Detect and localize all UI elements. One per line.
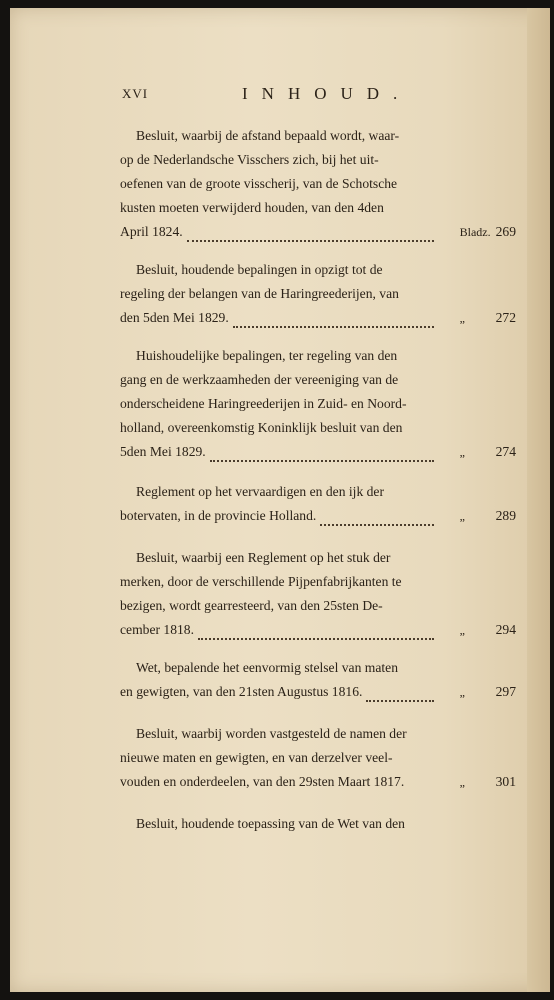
entry-last-line xyxy=(120,504,516,528)
page-reference xyxy=(438,618,516,642)
entry-line: merken, door de verschillende Pijpenfabrijkanten te xyxy=(120,574,402,589)
entry-line: cember 1818. xyxy=(120,622,194,637)
ditto-mark: „ xyxy=(459,445,465,459)
toc-entry xyxy=(120,344,516,464)
entry-last-line xyxy=(120,618,516,642)
page-number: 297 xyxy=(495,684,516,699)
entry-line: Huishoudelijke bepalingen, ter regeling van den xyxy=(136,348,398,363)
entry-line: nieuwe maten en gewigten, en van derzelver veel- xyxy=(120,750,393,765)
page-reference xyxy=(438,306,516,330)
toc-entry xyxy=(120,812,516,836)
ditto-mark: „ xyxy=(459,509,465,523)
entry-line: en gewigten, van den 21sten Augustus 1816. xyxy=(120,684,363,699)
entry-last-line xyxy=(120,770,516,794)
entry-line: botervaten, in de provincie Holland. xyxy=(120,508,317,523)
dot-leader xyxy=(233,314,434,328)
dot-leader xyxy=(187,228,434,242)
page-number: 301 xyxy=(495,774,516,789)
entry-line: holland, overeenkomstig Koninklijk besluit van den xyxy=(120,420,403,435)
entry-line: bezigen, wordt gearresteerd, van den 25sten De- xyxy=(120,598,383,613)
entry-line: April 1824. xyxy=(120,224,183,239)
toc-entry xyxy=(120,722,516,794)
entry-line: Besluit, waarbij een Reglement op het stuk der xyxy=(136,550,391,565)
entry-last-line xyxy=(120,680,516,704)
entry-last-line xyxy=(120,220,516,244)
page-reference xyxy=(438,220,516,244)
page-header xyxy=(110,86,520,108)
entry-line: 5den Mei 1829. xyxy=(120,444,206,459)
toc-entry xyxy=(120,656,516,704)
page-edge xyxy=(527,8,550,992)
page-reference xyxy=(438,504,516,528)
entry-line: Reglement op het vervaardigen en den ijk der xyxy=(136,484,384,499)
toc-entry xyxy=(120,480,516,528)
toc-entry xyxy=(120,546,516,642)
page-number: 274 xyxy=(495,444,516,459)
page-number: 272 xyxy=(495,310,516,325)
entry-line: Besluit, houdende toepassing van de Wet van den xyxy=(136,816,405,831)
ditto-mark: „ xyxy=(459,685,465,699)
page-reference xyxy=(438,680,516,704)
ditto-mark: „ xyxy=(459,311,465,325)
page-reference-mark: Bladz. xyxy=(459,225,491,239)
page-reference xyxy=(438,440,516,464)
entry-line: op de Nederlandsche Visschers zich, bij het uit- xyxy=(120,152,379,167)
dot-leader xyxy=(320,512,434,526)
entry-line: Wet, bepalende het eenvormig stelsel van maten xyxy=(136,660,398,675)
entry-last-line xyxy=(120,306,516,330)
dot-leader xyxy=(366,688,434,702)
toc-entry xyxy=(120,258,516,330)
entry-line: Besluit, houdende bepalingen in opzigt tot de xyxy=(136,262,383,277)
page-title: INHOUD. xyxy=(242,84,412,103)
entry-line: Besluit, waarbij de afstand bepaald wordt, waar- xyxy=(136,128,400,143)
entry-line: Besluit, waarbij worden vastgesteld de namen der xyxy=(136,726,407,741)
entry-last-line xyxy=(120,440,516,464)
dot-leader xyxy=(408,779,434,791)
entry-line: kusten moeten verwijderd houden, van den 4den xyxy=(120,200,384,215)
entry-line: gang en de werkzaamheden der vereeniging van de xyxy=(120,372,399,387)
page-folio: XVI xyxy=(122,86,149,101)
ditto-mark: „ xyxy=(459,623,465,637)
page-number: 269 xyxy=(495,224,516,239)
entry-line: den 5den Mei 1829. xyxy=(120,310,229,325)
page-reference xyxy=(438,770,516,794)
entry-line: regeling der belangen van de Haringreederijen, van xyxy=(120,286,399,301)
toc-entry xyxy=(120,124,516,244)
entry-line: onderscheidene Haringreederijen in Zuid- en Noord- xyxy=(120,396,407,411)
ditto-mark: „ xyxy=(459,775,465,789)
page-number: 289 xyxy=(495,508,516,523)
dot-leader xyxy=(210,448,434,462)
page-number: 294 xyxy=(495,622,516,637)
entry-line: oefenen van de groote visscherij, van de Schotsche xyxy=(120,176,398,191)
entry-line: vouden en onderdeelen, van den 29sten Maart 1817. xyxy=(120,774,405,789)
dot-leader xyxy=(198,626,434,640)
